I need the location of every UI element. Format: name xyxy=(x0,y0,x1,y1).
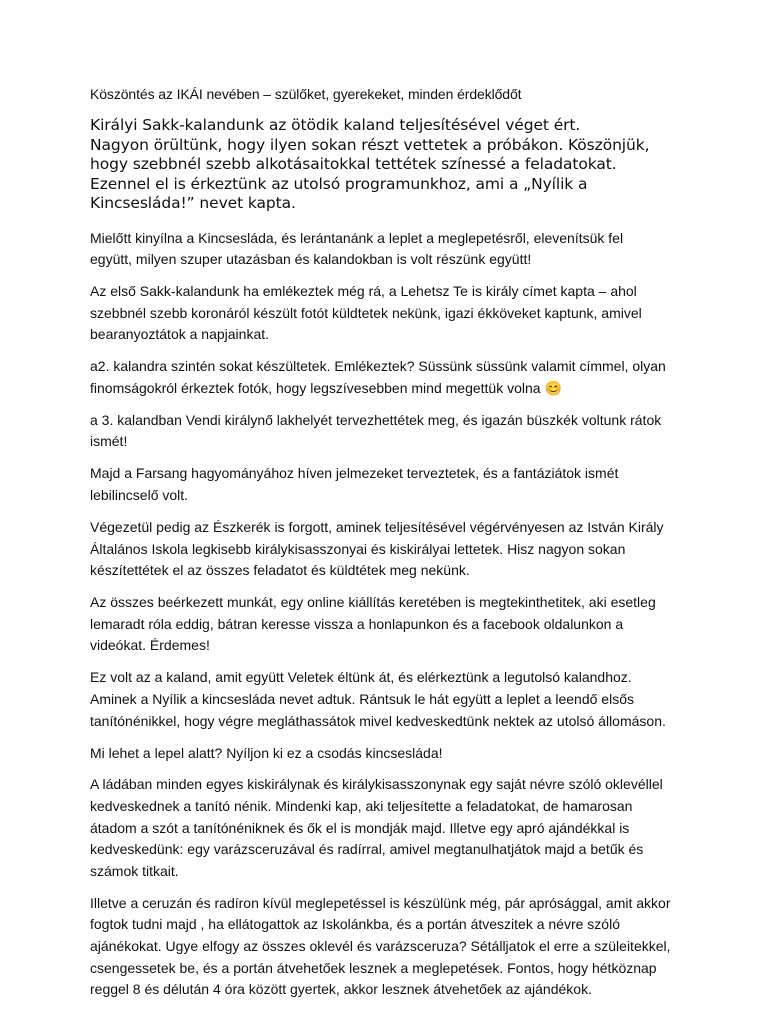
text-line: átadom a szót a tanítónéniknek és ők el is mondják majd. Illetve egy apró ajándékkal is xyxy=(90,819,630,836)
text-line: A ládában minden egyes kiskirálynak és királykisasszonynak egy saját névre szóló oklevéllel xyxy=(90,776,663,793)
paragraph-question xyxy=(90,743,690,765)
intro-line: Ezennel el is érkeztünk az utolsó programunkhoz, ami a „Nyílik a xyxy=(90,174,588,193)
text-line: tanítónénikkel, hogy végre megláthassátok mivel kedveskedtünk nektek az utolsó állomáson. xyxy=(90,712,666,729)
intro-line: hogy szebbnél szebb alkotásaitokkal tettétek színessé a feladatokat. xyxy=(90,155,617,173)
text-line: Majd a Farsang hagyományához híven jelmezeket terveztetek, és a fantáziátok ismét xyxy=(90,465,619,482)
paragraph-carnival xyxy=(90,463,690,506)
paragraph-last-adventure xyxy=(90,667,690,732)
intro-line: Kincsesláda!” nevet kapta. xyxy=(90,194,296,212)
paragraph-chest-contents xyxy=(90,774,690,882)
intro-paragraph xyxy=(90,116,690,214)
text-line: Az összes beérkezett munkát, egy online kiállítás keretében is megtekinthetitek, aki esetleg xyxy=(90,594,656,611)
text-line: finomságokról érkeztek fotók, hogy legszívesebben mind megettük volna 😊 xyxy=(90,379,562,396)
text-line: Mi lehet a lepel alatt? Nyíljon ki ez a csodás kincsesláda! xyxy=(90,744,443,761)
paragraph-third-adventure xyxy=(90,410,690,453)
text-line: szebbnél szebb koronáról készült fotót küldtetek nekünk, igazi ékköveket kaptunk, amivel xyxy=(90,304,642,321)
text-line: bearanyoztátok a napjainkat. xyxy=(90,326,270,343)
text-line: reggel 8 és délután 4 óra között gyertek, akkor lesznek átvehetőek az ajándékok. xyxy=(90,981,592,998)
text-line: készítettétek el az összes feladatot és küldtétek meg nekünk. xyxy=(90,562,470,579)
text-line: lebilincselő volt. xyxy=(90,487,189,503)
text-line: lemaradt róla eddig, bátran keresse vissza a honlapunkon és a facebook oldalunkon a xyxy=(90,615,624,632)
paragraph-pickup-info xyxy=(90,893,690,1001)
text-line: Általános Iskola legkisebb királykisasszonyai és kiskirályai lettetek. Hisz nagyon sokan xyxy=(90,540,626,557)
text-line: kedveskedünk: egy varázsceruzával és radírral, amivel megtanulhatjátok majd a betűk és xyxy=(90,841,644,858)
text-line: fogtok tudni majd , ha ellátogattok az Iskolánkba, és a portán átveszitek a névre szóló xyxy=(90,916,620,933)
text-line: a2. kalandra szintén sokat készültetek. Emlékeztek? Süssünk süssünk valamit címmel, olyan xyxy=(90,358,666,375)
text-line: a 3. kalandban Vendi királynő lakhelyét tervezhettétek meg, és igazán büszkék voltunk rátok xyxy=(90,411,662,428)
intro-line: Királyi Sakk-kalandunk az ötödik kaland teljesítésével véget ért. xyxy=(90,116,581,134)
greeting-line: Köszöntés az IKÁI nevében – szülőket, gyerekeket, minden érdeklődőt xyxy=(90,86,522,102)
text-line: Végezetül pedig az Észkerék is forgott, aminek teljesítésével végérvényesen az István Király xyxy=(90,518,664,535)
paragraph-recap-intro xyxy=(90,228,690,271)
text-line: videókat. Érdemes! xyxy=(90,637,210,654)
text-line: számok titkait. xyxy=(90,862,179,879)
text-line: csengessetek be, és a portán átvehetőek lesznek a meglepetések. Fontos, hogy hétköznap xyxy=(90,959,657,976)
text-line: Mielőtt kinyílna a Kincsesláda, és lerántanánk a leplet a meglepetésről, elevenítsük fel xyxy=(90,229,624,246)
paragraph-online-exhibition xyxy=(90,592,690,657)
paragraph-second-adventure xyxy=(90,356,690,399)
text-line: ajánékokat. Ugye elfogy az összes oklevél és varázsceruza? Sétálljatok el erre a szüleitekkel, xyxy=(90,938,671,955)
text-line: kedveskednek a tanító nénik. Mindenki kap, aki teljesítette a feladatokat, de hamarosan xyxy=(90,798,633,815)
text-line: Az első Sakk-kalandunk ha emlékeztek még rá, a Lehetsz Te is király címet kapta – ahol xyxy=(90,283,637,300)
text-line: Aminek a Nyílik a kincsesláda nevet adtuk. Rántsuk le hát együtt a leplet a leendő elsős xyxy=(90,690,634,707)
text-line: Ez volt az a kaland, amit együtt Veletek éltünk át, és elérkeztünk a legutolsó kalandhoz. xyxy=(90,669,632,686)
text-line: Illetve a ceruzán és radíron kívül meglepetéssel is készülünk még, pár aprósággal, amit akkor xyxy=(90,894,671,911)
text-line: együtt, milyen szuper utazásban és kalandokban is volt részünk együtt! xyxy=(90,251,532,268)
paragraph-first-adventure xyxy=(90,281,690,346)
text-line: ismét! xyxy=(90,433,128,450)
intro-line: Nagyon örültünk, hogy ilyen sokan részt vettetek a próbákon. Köszönjük, xyxy=(90,135,650,154)
document-page xyxy=(90,84,690,1011)
paragraph-brain-wheel xyxy=(90,517,690,582)
